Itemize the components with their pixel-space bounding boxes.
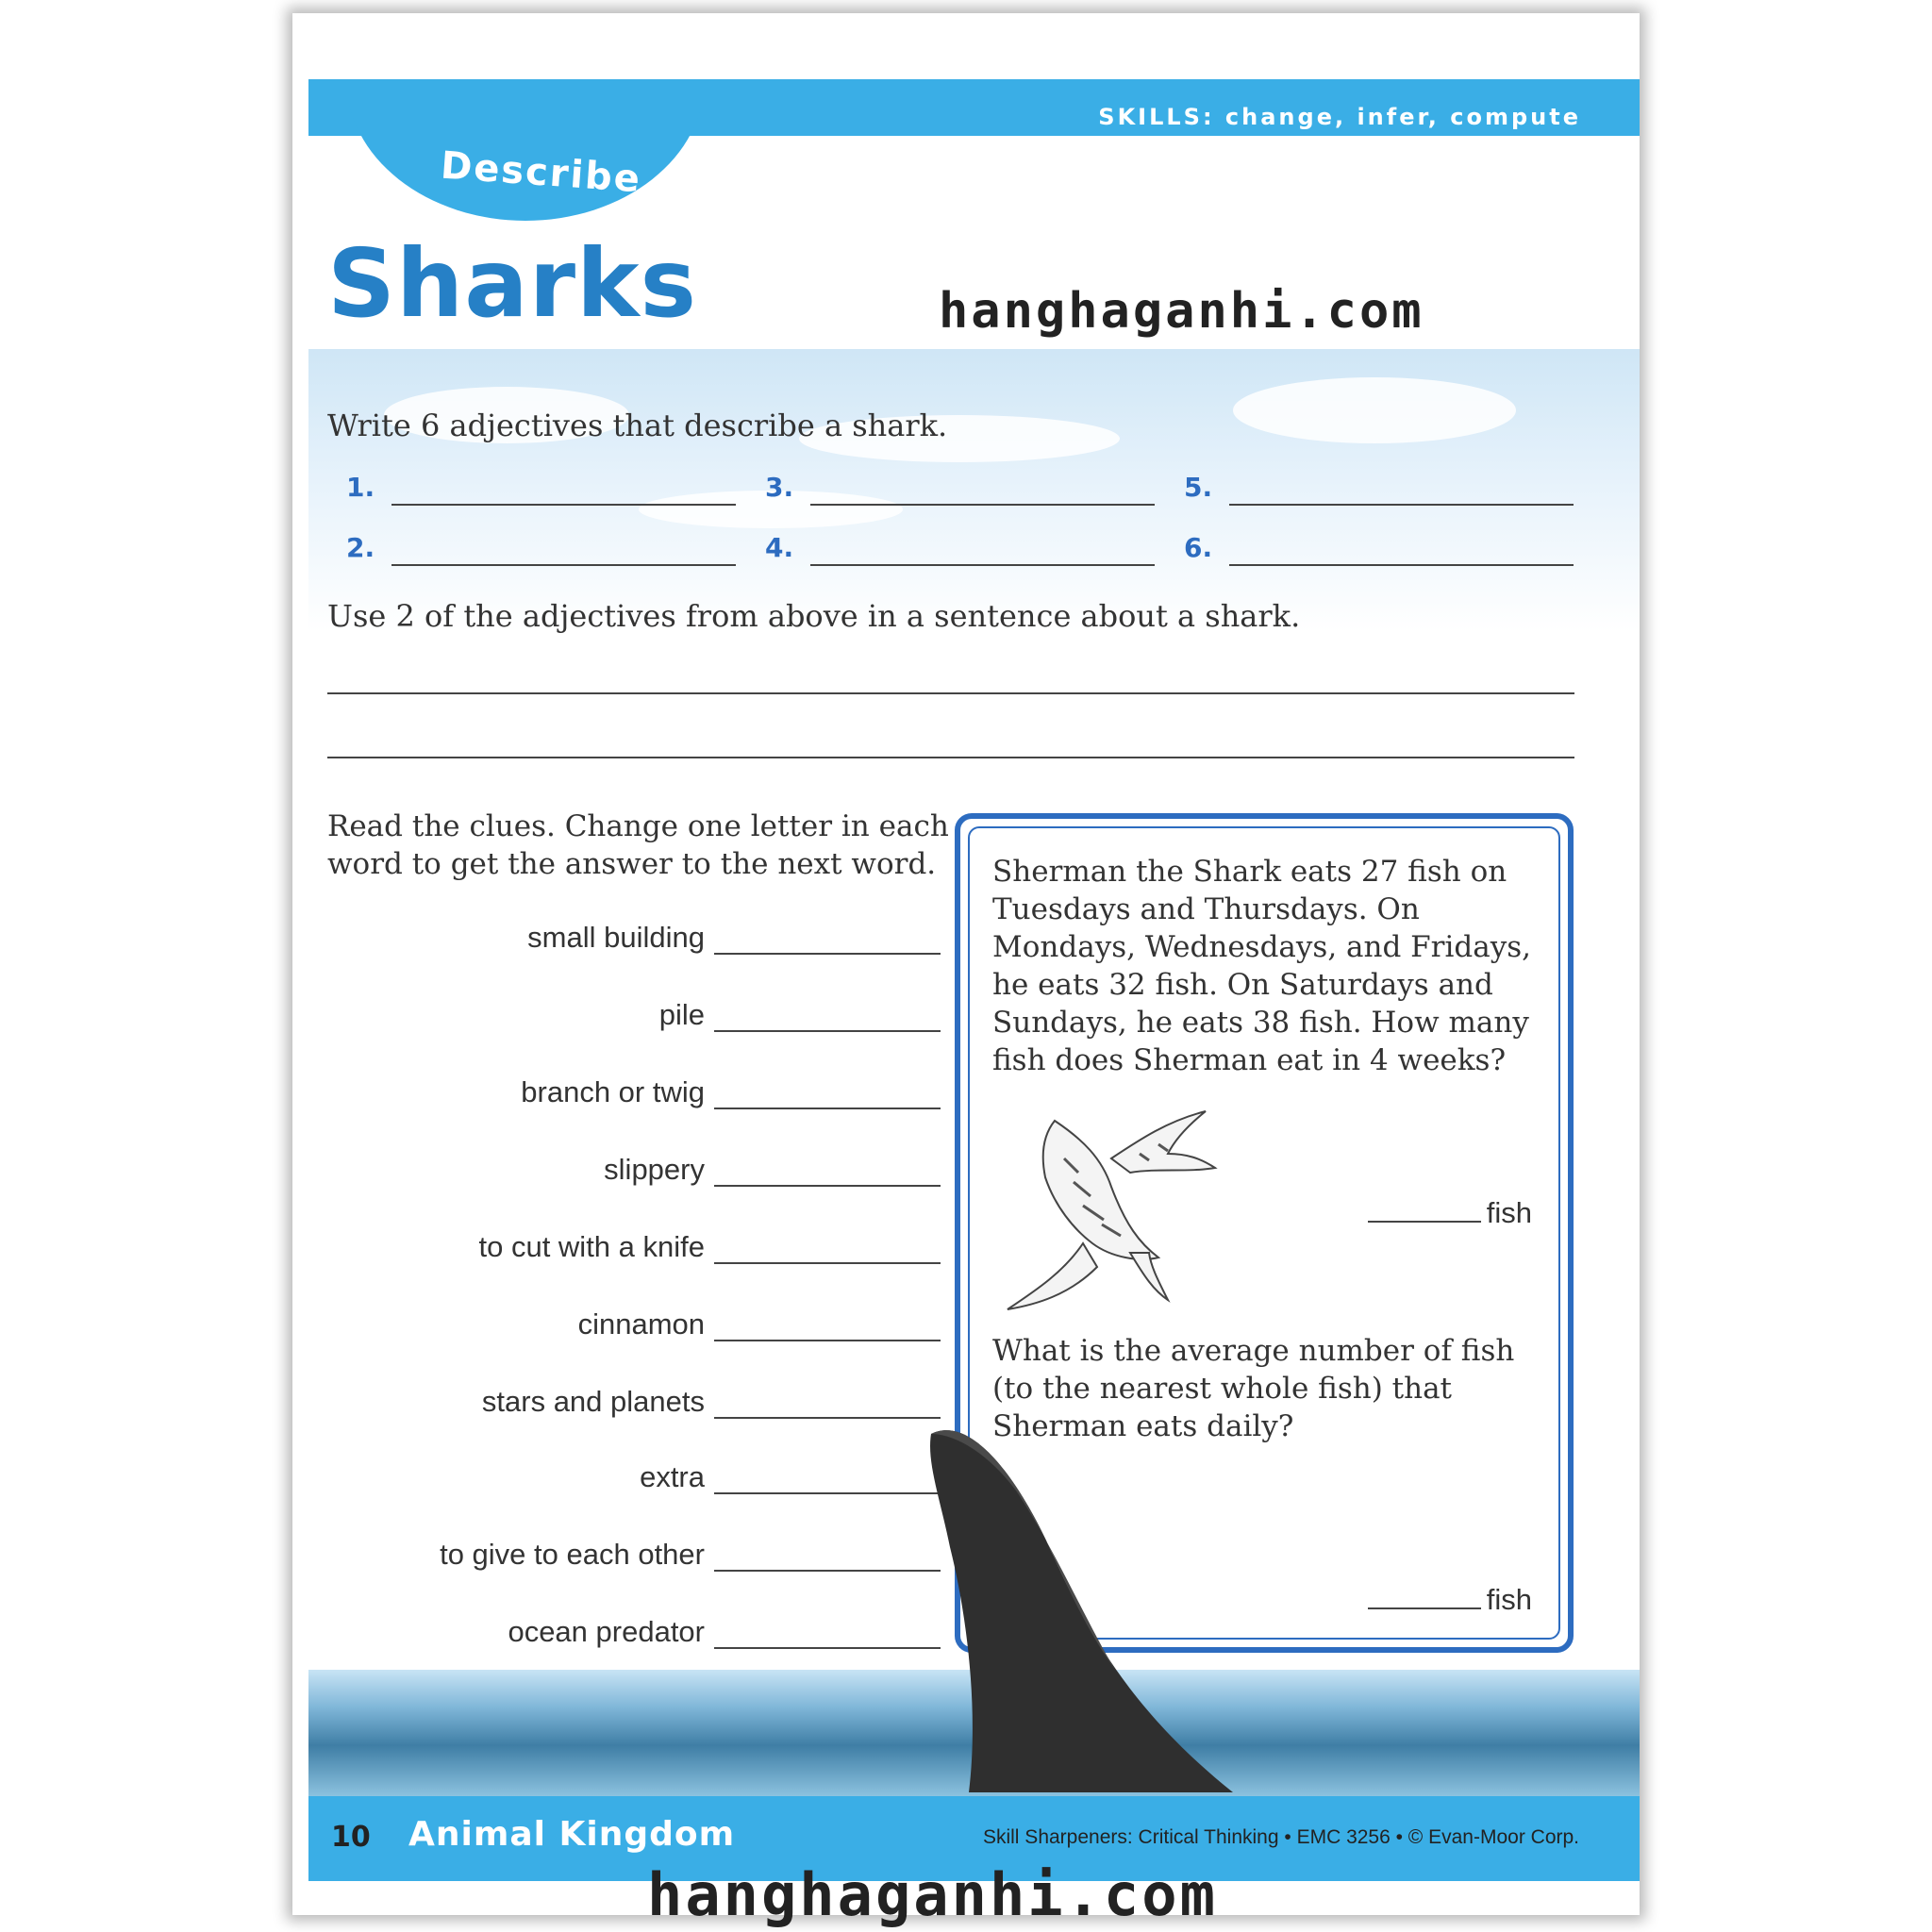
adjective-number: 1.: [346, 472, 375, 503]
clue-answer-line[interactable]: [714, 1108, 941, 1109]
skills-label: SKILLS: change, infer, compute: [1098, 104, 1581, 130]
clue-answer-line[interactable]: [714, 953, 941, 955]
shark-fin: [1008, 1243, 1097, 1309]
answer-unit: fish: [1486, 1583, 1532, 1616]
answer-blank[interactable]: [1368, 1607, 1481, 1609]
clue-row: [327, 921, 950, 968]
clue-row: [327, 1230, 950, 1277]
clue-text: slippery: [604, 1153, 705, 1186]
answer-line[interactable]: [391, 564, 736, 566]
clue-answer-line[interactable]: [714, 1570, 941, 1572]
adjective-blank-2[interactable]: [346, 532, 742, 579]
clue-row: [327, 1307, 950, 1355]
clue-text: to give to each other: [440, 1538, 705, 1571]
answer-2: [1368, 1583, 1532, 1617]
clue-row: [327, 1460, 950, 1507]
watermark-top: hanghaganhi.com: [939, 283, 1424, 340]
clue-answer-line[interactable]: [714, 1030, 941, 1032]
clue-text: cinnamon: [577, 1307, 705, 1341]
publisher-credit: Skill Sharpeners: Critical Thinking • EMC 3256 • © Evan-Moor Corp.: [982, 1826, 1579, 1848]
clue-text: extra: [640, 1460, 705, 1493]
adjective-blank-6[interactable]: [1184, 532, 1580, 579]
clue-text: pile: [658, 998, 705, 1031]
page-number: 10: [331, 1821, 371, 1854]
answer-line[interactable]: [391, 504, 736, 506]
adjective-blank-5[interactable]: [1184, 472, 1580, 519]
page-title: Sharks: [327, 228, 698, 339]
clue-text: to cut with a knife: [478, 1230, 705, 1263]
answer-1: [1368, 1196, 1532, 1230]
adjective-number: 5.: [1184, 472, 1213, 503]
adjective-number: 4.: [765, 532, 794, 563]
answer-line[interactable]: [810, 504, 1155, 506]
clue-answer-line[interactable]: [714, 1185, 941, 1187]
sentence-line-1[interactable]: [327, 692, 1574, 694]
clue-text: ocean predator: [508, 1615, 705, 1648]
answer-line[interactable]: [810, 564, 1155, 566]
section-title: Animal Kingdom: [408, 1815, 736, 1854]
clue-row: [327, 1538, 950, 1585]
clue-text: branch or twig: [521, 1075, 705, 1108]
clue-row: [327, 1615, 950, 1662]
worksheet-page: [292, 13, 1640, 1915]
worksheet-sheet: [308, 66, 1640, 1893]
clue-answer-line[interactable]: [714, 1492, 941, 1494]
adjective-number: 2.: [346, 532, 375, 563]
sentence-line-2[interactable]: [327, 757, 1574, 758]
sentence-instruction: Use 2 of the adjectives from above in a sentence about a shark.: [327, 598, 1301, 634]
watermark-bottom: hanghaganhi.com: [647, 1860, 1218, 1929]
clue-row: [327, 1153, 950, 1200]
problem-question-1: Sherman the Shark eats 27 fish on Tuesdays and Thursdays. On Mondays, Wednesdays, and Fridays, he eats 32 fish. On Saturdays and Sundays, he eats 38 fish. How many fish does Sherman eat in 4 weeks?: [992, 855, 1532, 1077]
adjective-blank-4[interactable]: [765, 532, 1161, 579]
clue-text: stars and planets: [481, 1385, 705, 1418]
adjective-blank-1[interactable]: [346, 472, 742, 519]
answer-line[interactable]: [1229, 564, 1574, 566]
clue-row: [327, 1385, 950, 1432]
clue-text: small building: [527, 921, 705, 954]
clues-intro: Read the clues. Change one letter in each word to get the answer to the next word.: [327, 809, 949, 881]
category-label: Describe: [439, 143, 643, 202]
tiger-shark-illustration: [998, 1102, 1224, 1328]
answer-blank[interactable]: [1368, 1221, 1481, 1223]
adjective-blank-3[interactable]: [765, 472, 1161, 519]
clue-answer-line[interactable]: [714, 1340, 941, 1341]
clue-row: [327, 1075, 950, 1123]
shark-fin-icon: [912, 1415, 1308, 1811]
shark-pectoral-fin: [1130, 1253, 1168, 1300]
answer-line[interactable]: [1229, 504, 1574, 506]
clue-row: [327, 998, 950, 1045]
shark-tail: [1111, 1111, 1215, 1173]
clue-answer-line[interactable]: [714, 1647, 941, 1649]
problem-question-2: What is the average number of fish (to the nearest whole fish) that Sherman eats daily?: [992, 1334, 1515, 1443]
adjectives-instruction: Write 6 adjectives that describe a shark.: [327, 408, 948, 443]
answer-unit: fish: [1486, 1196, 1532, 1229]
adjective-number: 3.: [765, 472, 794, 503]
clue-answer-line[interactable]: [714, 1262, 941, 1264]
adjective-number: 6.: [1184, 532, 1213, 563]
clue-answer-line[interactable]: [714, 1417, 941, 1419]
